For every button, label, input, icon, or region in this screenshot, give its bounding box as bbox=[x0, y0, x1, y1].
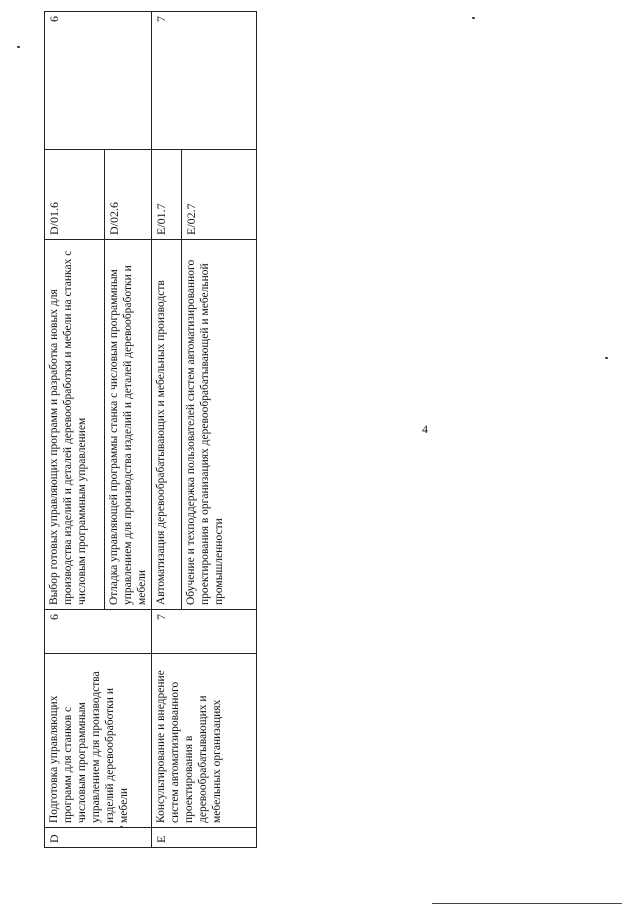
sublevel: 7 bbox=[152, 12, 257, 150]
scan-speck bbox=[120, 826, 123, 828]
function-code: D/02.6 bbox=[105, 150, 152, 240]
function-name: Обучение и техподдержка пользователей систем автоматизированного проектирования в организациях деревообрабатывающей и мебельной промышленности bbox=[182, 240, 257, 610]
group-name: Консультирование и внедрение систем автоматизированного проектирования в деревообрабатывающих и мебельных организациях bbox=[152, 654, 257, 828]
functions-table bbox=[44, 11, 257, 848]
function-code: E/02.7 bbox=[182, 150, 257, 240]
scan-speck bbox=[472, 17, 475, 19]
function-code: E/01.7 bbox=[152, 150, 182, 240]
function-name: Выбор готовых управляющих программ и разработка новых для производства изделий и деталей деревообработки и мебели на станках с числовым программным управлением bbox=[45, 240, 105, 610]
function-name: Отладка управляющей программы станка с числовым программным управлением для производства изделий и деталей деревообработки и мебели bbox=[105, 240, 152, 610]
group-level: 6 bbox=[45, 610, 152, 654]
scan-speck bbox=[17, 46, 20, 48]
function-name: Автоматизация деревообрабатывающих и мебельных производств bbox=[152, 240, 182, 610]
rotated-table-wrapper bbox=[44, 12, 256, 848]
scan-edge-line bbox=[432, 903, 622, 904]
page-number: 4 bbox=[422, 422, 428, 436]
group-code: D bbox=[45, 828, 152, 848]
group-code: E bbox=[152, 828, 257, 848]
table-row bbox=[152, 12, 182, 848]
table-row bbox=[45, 12, 105, 848]
scan-speck bbox=[605, 357, 608, 359]
sublevel: 6 bbox=[45, 12, 152, 150]
group-level: 7 bbox=[152, 610, 257, 654]
group-name: Подготовка управляющих программ для станков с числовым программным управлением для производства изделий деревообработки и мебели bbox=[45, 654, 152, 828]
function-code: D/01.6 bbox=[45, 150, 105, 240]
